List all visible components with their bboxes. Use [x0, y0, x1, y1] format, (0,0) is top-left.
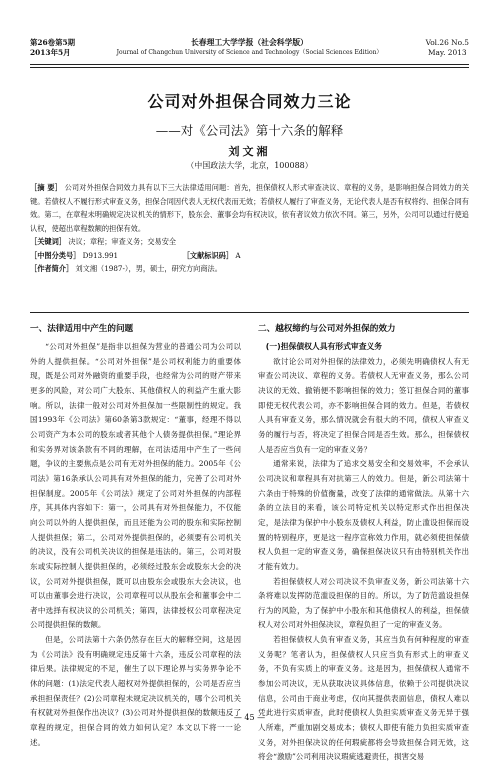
- journal-header: [0, 38, 499, 64]
- left-column: [30, 323, 241, 750]
- classification-row: [30, 249, 469, 263]
- doc-code-value: A: [235, 250, 241, 260]
- article-author: 刘文湘: [228, 145, 271, 158]
- author-info-label: ［作者简介］: [30, 264, 74, 273]
- journal-title-cn: 长春理工大学学报（社会科学版）: [191, 38, 308, 47]
- journal-title-en: Journal of Changchun University of Science and Technology（Social Sciences Edition）: [116, 49, 383, 56]
- clc-label: ［中图分类号］: [30, 250, 81, 260]
- volume-info: [426, 38, 469, 58]
- volume-date: May. 2013: [427, 48, 467, 57]
- article-title: 公司对外担保合同效力三论: [147, 92, 352, 111]
- abstract-text: 公司对外担保合同效力具有以下三大法律适用问题：首先，担保债权人形式审查决议、章程的义务，是影响担保合同效力的关键。若债权人不履行形式审查义务，担保合同因代表人无权代表而无效；若债权人履行了审查义务，无论代表人是否有权将约、担保合同有效。第二，在章程未明确规定决议机关的情形下，股东会、董事会均有权决议，依有者议效力依次不同。第三，另外，公司可以通过行使追认权，使超出章程数额的担保有效。: [30, 183, 469, 233]
- subsection-heading: (一)担保债权人具有形式审查义务: [265, 342, 383, 351]
- keywords-label: ［关键词］: [30, 237, 66, 246]
- header-rule-thick: [30, 64, 469, 65]
- body-paragraph: 通常来说，法律为了追求交易安全和交易效率，不会承认公司决议和章程具有对抗第三人的效力。但是，新公司法第十六条由于特殊的价值衡量，改变了法律的通常做法。从第十六条的立法目的来看，该公司特定机关以特定形式作出担保决定，是法律为保护中小股东及债权人利益，防止滥设担保而设置的特别程序，更是这一程序宣称效力作用，就必须使担保债权人负担一定的审查义务，确保担保决议只有由特别机关作出才能有效力。: [258, 459, 469, 571]
- abstract-rule: [30, 312, 469, 313]
- abstract-label: ［摘 要］: [30, 183, 63, 192]
- doc-code-label: ［文献标识码］: [182, 250, 234, 260]
- body-paragraph: 但是，公司法第十六条仍然存在巨大的解释空间，这是因为《公司法》没有明确规定违反第十六条，违反公司章程的法律后果。法律规定的不足，催生了以下理论界与实务界争论不休的问题：(1)法定代表人超权对外提供担保的，公司是否应当承担担保责任？(2)公司章程未规定决议机关的，哪个公司机关有权就对外担保作出决议？(3)公司对外提供担保的数额违反了章程的规定，担保合同的效力如何认定？本文以下将一一论述。: [30, 635, 241, 747]
- keywords-text: 决议；章程；审查义务；交易安全: [68, 237, 177, 246]
- author-info-text: 刘文湘（1987-），男，硕士，研究方向商法。: [75, 264, 222, 273]
- body-paragraph: “公司对外担保”是指非以担保为营业的普通公司为公司以外的人提供担保。“公司对外担保”是公司权利能力的重要体现，既是公司对外融资的重要手段，也经常为公司的财产带来更多的风险，对公司广大股东、其他债权人的利益产生重大影响。所以，法律一般对公司对外担保加一些限制性的规定。我国1993年《公司法》第60条第3款规定：“董事，经理不得以公司资产为本公司的股东或者其他个人债务提供担保。”理论界和实务界对该条款有不同的理解，在司法适用中产生了一些问题，争议的主要焦点是公司有无对外担保的能力。2005年《公司法》第16条承认公司具有对外担保的能力，完善了公司对外担保制度。2005年《公司法》规定了公司对外担保的内部程序，其具体内容如下：第一，公司具有对外担保能力，不仅能向公司以外的人提供担保，而且还能为公司的股东和实际控制人提供担保；第二，公司对外提供担保的，必须要有公司机关的决议，没有公司机关决议的担保是违法的。第三，公司对股东或实际控制人提供担保的，必须经过股东会或股东大会的决议，公司对外提供担保，既可以由股东会或股东大会决议，也可以由董事会进行决议，公司章程可以从股东会和董事会中二者中选择有权决议的公司机关；第四，法律授权公司章程决定公司提供担保的数额。: [30, 342, 241, 630]
- article-subtitle: ——对《公司法》第十六条的解释: [155, 123, 344, 138]
- author-info-row: [30, 262, 469, 276]
- author-affiliation: （中国政法大学，北京，100088）: [186, 161, 313, 170]
- issue-date: 2013年5月: [30, 48, 71, 57]
- header-rule-thin: [30, 67, 469, 68]
- abstract: [30, 181, 469, 235]
- volume-number: Vol.26 No.5: [425, 38, 469, 47]
- page-number: — 45 —: [233, 713, 266, 722]
- issue-volume: 第26卷第5期: [30, 38, 75, 47]
- body-paragraph: 欲讨论公司对外担保的法律效力，必须先明确债权人有无审查公司决议、章程的义务。若债权人无审查义务，那么公司决议的无效、撤销便不影响担保的效力；签订担保合同的董事即使无权代表公司，亦不影响担保合同的效力。但是，若债权人具有审查义务，那么情况就会有很大的不同，债权人审查义务的履行与否，将决定了担保合同是否生效。那么，担保债权人是否应当负有一定的审查义务？: [258, 356, 469, 454]
- journal-title: [0, 38, 499, 58]
- clc-value: D913.991: [82, 250, 119, 260]
- section-heading-2: 二、越权缔约与公司对外担保的效力: [258, 324, 396, 334]
- body-paragraph: 若担保债权人对公司决议不负审查义务，新公司法第十六条将难以发挥防范滥设担保的目的。所以，为了防范滥设担保行为的风险，为了保护中小股东和其他债权人的利益，担保债权人对公司对外担保决议，章程负担了一定的审查义务。: [258, 576, 469, 630]
- keywords-row: [30, 235, 469, 249]
- right-column: [258, 323, 469, 765]
- section-heading-1: 一、法律适用中产生的问题: [30, 324, 134, 334]
- body-paragraph: 若担保债权人负有审查义务，其应当负有何种程度的审查义务呢？笔者认为，担保债权人只应当负有形式上的审查义务，不负有实质上的审查义务。这是因为，担保债权人通常不参加公司决议，无从获取决议具体信息，依赖于公司提供决议信息，公司由于商业考虑，仅向其提供表面信息，债权人难以凭此进行实质审查，此时使债权人负担实质审查义务无异于强人所难，严重加剧交易成本；债权人即使有能力负担实质审查义务，对外担保决议的任何瑕疵都将会导致担保合同无效，这将会“激励”公司利用决议瑕疵逃避责任，损害交易: [258, 635, 469, 762]
- abstract-block: [30, 181, 469, 276]
